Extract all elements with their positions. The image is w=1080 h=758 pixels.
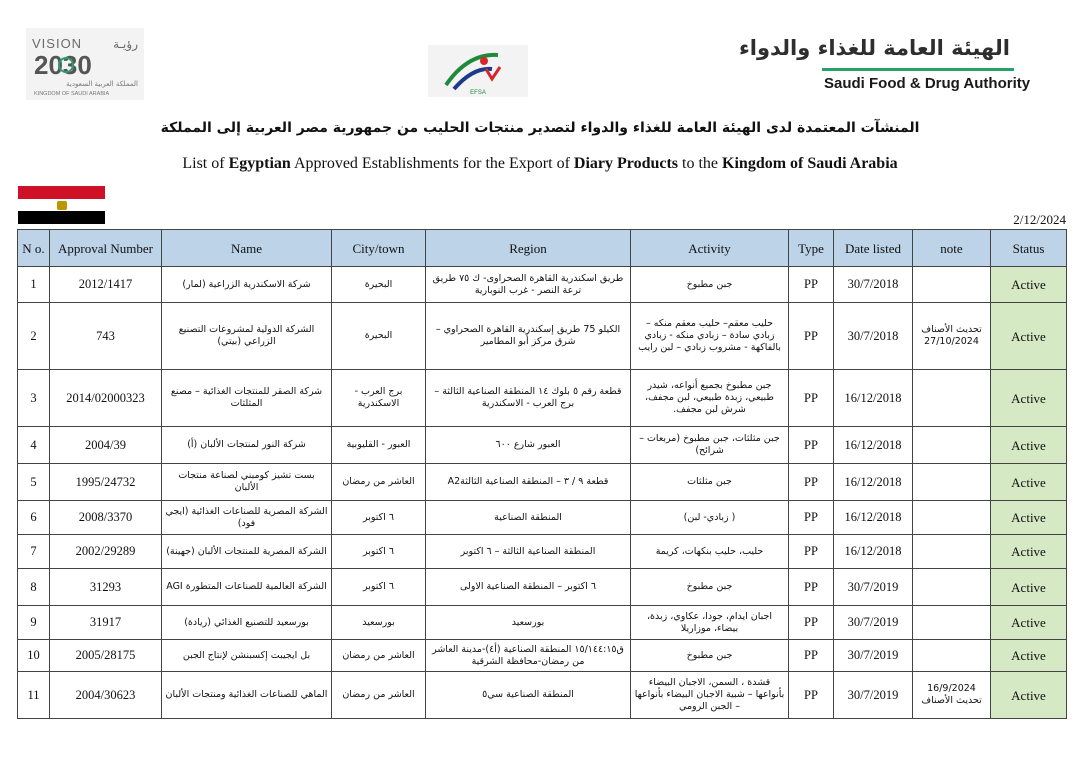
- cell-type: PP: [789, 427, 834, 464]
- column-header-region: Region: [426, 230, 631, 267]
- cell-name: الشركة المصرية للصناعات الغذائية (ايجي فود): [162, 501, 332, 535]
- flag-eagle-icon: [57, 201, 67, 210]
- table-header-row: [18, 230, 1067, 267]
- cell-status: Active: [991, 501, 1067, 535]
- cell-approval: 31293: [50, 569, 162, 606]
- vision-2030-logo: [26, 28, 144, 100]
- cell-date: 30/7/2019: [834, 606, 913, 640]
- cell-no: 7: [18, 535, 50, 569]
- cell-status: Active: [991, 370, 1067, 427]
- cell-city: برج العرب - الاسكندرية: [332, 370, 426, 427]
- cell-activity: جبن مطبوخ: [631, 640, 789, 672]
- cell-region: قطعة رقم ٥ بلوك ١٤ المنطقة الصناعية الثالثة – برج العرب - الاسكندرية: [426, 370, 631, 427]
- table-row: [18, 464, 1067, 501]
- flag-stripe-red: [18, 186, 105, 199]
- cell-approval: 2005/28175: [50, 640, 162, 672]
- cell-no: 5: [18, 464, 50, 501]
- cell-no: 2: [18, 303, 50, 370]
- cell-note: [913, 370, 991, 427]
- cell-name: بورسعيد للتصنيع الغذائي (ريادة): [162, 606, 332, 640]
- efsa-logo: [428, 45, 528, 97]
- cell-status: Active: [991, 569, 1067, 606]
- cell-type: PP: [789, 464, 834, 501]
- cell-type: PP: [789, 535, 834, 569]
- table-row: [18, 640, 1067, 672]
- cell-note: [913, 640, 991, 672]
- cell-city: بورسعيد: [332, 606, 426, 640]
- cell-region: ق١٥/١٤٤:١٥ المنطقة الصناعية (أ٤)-مدينة العاشر من رمضان-محافظة الشرقية: [426, 640, 631, 672]
- column-header-note: note: [913, 230, 991, 267]
- cell-no: 6: [18, 501, 50, 535]
- title-bold-part: Diary Products: [573, 155, 679, 172]
- cell-approval: 2012/1417: [50, 267, 162, 303]
- page-title-arabic: المنشآت المعتمدة لدى الهيئة العامة للغذاء والدواء لتصدير منتجات الحليب من جمهورية مصر العربية إلى المملكة: [160, 120, 920, 136]
- cell-type: PP: [789, 267, 834, 303]
- cell-region: المنطقة الصناعية: [426, 501, 631, 535]
- cell-type: PP: [789, 672, 834, 719]
- cell-city: ٦ اكتوبر: [332, 569, 426, 606]
- cell-name: شركة النور لمنتجات الألبان (أ): [162, 427, 332, 464]
- cell-name: بست تشيز كومبني لصناعة منتجات الألبان: [162, 464, 332, 501]
- title-part: to the: [678, 155, 723, 172]
- cell-activity: جبن مثلثات، جبن مطبوخ (مربعات –شرائح): [631, 427, 789, 464]
- vision-sub-ar: المملكة العربية السعودية: [66, 80, 138, 88]
- title-part: Approved Establishments for the Export of: [290, 155, 574, 172]
- cell-date: 30/7/2019: [834, 569, 913, 606]
- column-header-activity: Activity: [631, 230, 789, 267]
- cell-date: 30/7/2018: [834, 267, 913, 303]
- cell-city: العاشر من رمضان: [332, 464, 426, 501]
- table-body: [18, 267, 1067, 719]
- cell-note: [913, 535, 991, 569]
- title-part: List of: [182, 155, 229, 172]
- cell-city: العبور - القليوبية: [332, 427, 426, 464]
- cell-status: Active: [991, 640, 1067, 672]
- sfda-logo: [739, 30, 1031, 100]
- table-row: [18, 267, 1067, 303]
- efsa-dot-red: [480, 57, 488, 65]
- column-header-date-listed: Date listed: [834, 230, 913, 267]
- cell-name: الماهي للصناعات الغذائية ومنتجات الألبان: [162, 672, 332, 719]
- cell-activity: جبن مطبوخ: [631, 267, 789, 303]
- cell-date: 16/12/2018: [834, 370, 913, 427]
- title-bold-part: Egyptian: [228, 155, 291, 172]
- cell-city: العاشر من رمضان: [332, 640, 426, 672]
- column-header-approval-number: Approval Number: [50, 230, 162, 267]
- cell-city: ٦ اكتوبر: [332, 535, 426, 569]
- column-header-city-town: City/town: [332, 230, 426, 267]
- cell-region: المنطقة الصناعية سي٥: [426, 672, 631, 719]
- vision-ar: رؤيـة: [113, 37, 138, 51]
- cell-activity: حليب، حليب بنكهات، كريمة: [631, 535, 789, 569]
- vision-sub-en: KINGDOM OF SAUDI ARABIA: [34, 91, 110, 97]
- cell-no: 3: [18, 370, 50, 427]
- cell-activity: قشدة ، السمن، الاجبان البيضاء بأنواعها – شبية الاجبان البيضاء بأنواعها – الجبن الرومي: [631, 672, 789, 719]
- cell-date: 30/7/2019: [834, 672, 913, 719]
- cell-note: [913, 569, 991, 606]
- cell-activity: اجبان ايدام، جودا، عكاوي، زبدة، بيضاء، موزاريلا: [631, 606, 789, 640]
- cell-date: 30/7/2019: [834, 640, 913, 672]
- cell-region: بورسعيد: [426, 606, 631, 640]
- establishments-table: [17, 229, 1067, 719]
- cell-approval: 2004/30623: [50, 672, 162, 719]
- cell-city: البحيرة: [332, 303, 426, 370]
- cell-note: [913, 267, 991, 303]
- cell-region: العبور شارع ٦٠٠: [426, 427, 631, 464]
- table-row: [18, 606, 1067, 640]
- cell-region: الكيلو 75 طريق إسكندرية القاهرة الصحراوي – شرق مركز أبو المطامير: [426, 303, 631, 370]
- column-header-no: N o.: [18, 230, 50, 267]
- cell-type: PP: [789, 303, 834, 370]
- table-row: [18, 569, 1067, 606]
- sfda-logo-english: Saudi Food & Drug Authority: [824, 75, 1031, 92]
- table-row: [18, 303, 1067, 370]
- vision-word: VISION: [32, 36, 83, 51]
- cell-name: الشركة المصرية للمنتجات الألبان (جهينة): [162, 535, 332, 569]
- cell-date: 16/12/2018: [834, 464, 913, 501]
- cell-region: المنطقة الصناعية الثالثة – ٦ اكتوبر: [426, 535, 631, 569]
- cell-date: 30/7/2018: [834, 303, 913, 370]
- table-row: [18, 370, 1067, 427]
- sfda-logo-arabic: الهيئة العامة للغذاء والدواء: [739, 36, 1010, 60]
- cell-activity: جبن مطبوخ بجميع أنواعه، شيدر طبيعي، زبدة طبيعي، لبن مجفف، شرش لبن مجفف.: [631, 370, 789, 427]
- table-row: [18, 535, 1067, 569]
- cell-note: [913, 464, 991, 501]
- cell-activity: حليب معقم– حليب معقم منكه – زبادي سادة – زبادي منكه - زبادي بالفاكهة - مشروب زبادي – لبن رايب: [631, 303, 789, 370]
- column-header-status: Status: [991, 230, 1067, 267]
- cell-region: طريق اسكندرية القاهرة الصحراوى- ك ٧٥ طريق ترعة النصر - غرب النوبارية: [426, 267, 631, 303]
- column-header-type: Type: [789, 230, 834, 267]
- cell-name: شركة الصقر للمنتجات الغذائية – مصنع المثلثات: [162, 370, 332, 427]
- document-date: 2/12/2024: [1013, 212, 1066, 227]
- cell-no: 10: [18, 640, 50, 672]
- cell-approval: 2008/3370: [50, 501, 162, 535]
- cell-approval: 2014/02000323: [50, 370, 162, 427]
- cell-type: PP: [789, 640, 834, 672]
- cell-date: 16/12/2018: [834, 535, 913, 569]
- cell-no: 1: [18, 267, 50, 303]
- cell-status: Active: [991, 672, 1067, 719]
- cell-activity: جبن مطبوخ: [631, 569, 789, 606]
- title-bold-part: Kingdom of Saudi Arabia: [722, 155, 898, 172]
- cell-note: تحديث الأصناف 27/10/2024: [913, 303, 991, 370]
- cell-type: PP: [789, 370, 834, 427]
- column-header-name: Name: [162, 230, 332, 267]
- cell-note: [913, 501, 991, 535]
- table-row: [18, 672, 1067, 719]
- cell-status: Active: [991, 427, 1067, 464]
- cell-activity: ( زبادي- لبن): [631, 501, 789, 535]
- cell-approval: 2004/39: [50, 427, 162, 464]
- flag-stripe-black: [18, 211, 105, 224]
- table-row: [18, 501, 1067, 535]
- cell-date: 16/12/2018: [834, 427, 913, 464]
- egypt-flag: [18, 186, 105, 224]
- cell-approval: 2002/29289: [50, 535, 162, 569]
- cell-note: [913, 427, 991, 464]
- cell-name: الشركة الدولية لمشروعات التصنيع الزراعي (بيتي): [162, 303, 332, 370]
- cell-status: Active: [991, 303, 1067, 370]
- cell-type: PP: [789, 606, 834, 640]
- cell-name: بل ايجيبت إكسبنشن لإنتاج الجبن: [162, 640, 332, 672]
- cell-approval: 31917: [50, 606, 162, 640]
- cell-approval: 743: [50, 303, 162, 370]
- cell-city: البحيرة: [332, 267, 426, 303]
- cell-note: [913, 606, 991, 640]
- cell-status: Active: [991, 606, 1067, 640]
- table-row: [18, 427, 1067, 464]
- cell-type: PP: [789, 569, 834, 606]
- flag-stripe-white: [18, 199, 105, 212]
- cell-activity: جبن مثلثات: [631, 464, 789, 501]
- sfda-logo-divider: [822, 68, 1014, 71]
- cell-name: الشركة العالمية للصناعات المتطورة AGI: [162, 569, 332, 606]
- cell-region: قطعة ٩ / ٣ – المنطقة الصناعية الثالثةA2: [426, 464, 631, 501]
- cell-approval: 1995/24732: [50, 464, 162, 501]
- cell-status: Active: [991, 267, 1067, 303]
- cell-no: 4: [18, 427, 50, 464]
- cell-type: PP: [789, 501, 834, 535]
- cell-no: 8: [18, 569, 50, 606]
- cell-region: ٦ اكتوبر – المنطقة الصناعية الاولى: [426, 569, 631, 606]
- cell-no: 11: [18, 672, 50, 719]
- cell-city: ٦ اكتوبر: [332, 501, 426, 535]
- vision-year: 2030: [34, 50, 92, 80]
- cell-name: شركة الاسكندرية الزراعية (لمار): [162, 267, 332, 303]
- page-title-english: [0, 155, 1080, 173]
- cell-note: 16/9/2024 تحديث الأصناف: [913, 672, 991, 719]
- cell-no: 9: [18, 606, 50, 640]
- cell-city: العاشر من رمضان: [332, 672, 426, 719]
- cell-date: 16/12/2018: [834, 501, 913, 535]
- efsa-text: EFSA: [470, 90, 486, 96]
- cell-status: Active: [991, 464, 1067, 501]
- cell-status: Active: [991, 535, 1067, 569]
